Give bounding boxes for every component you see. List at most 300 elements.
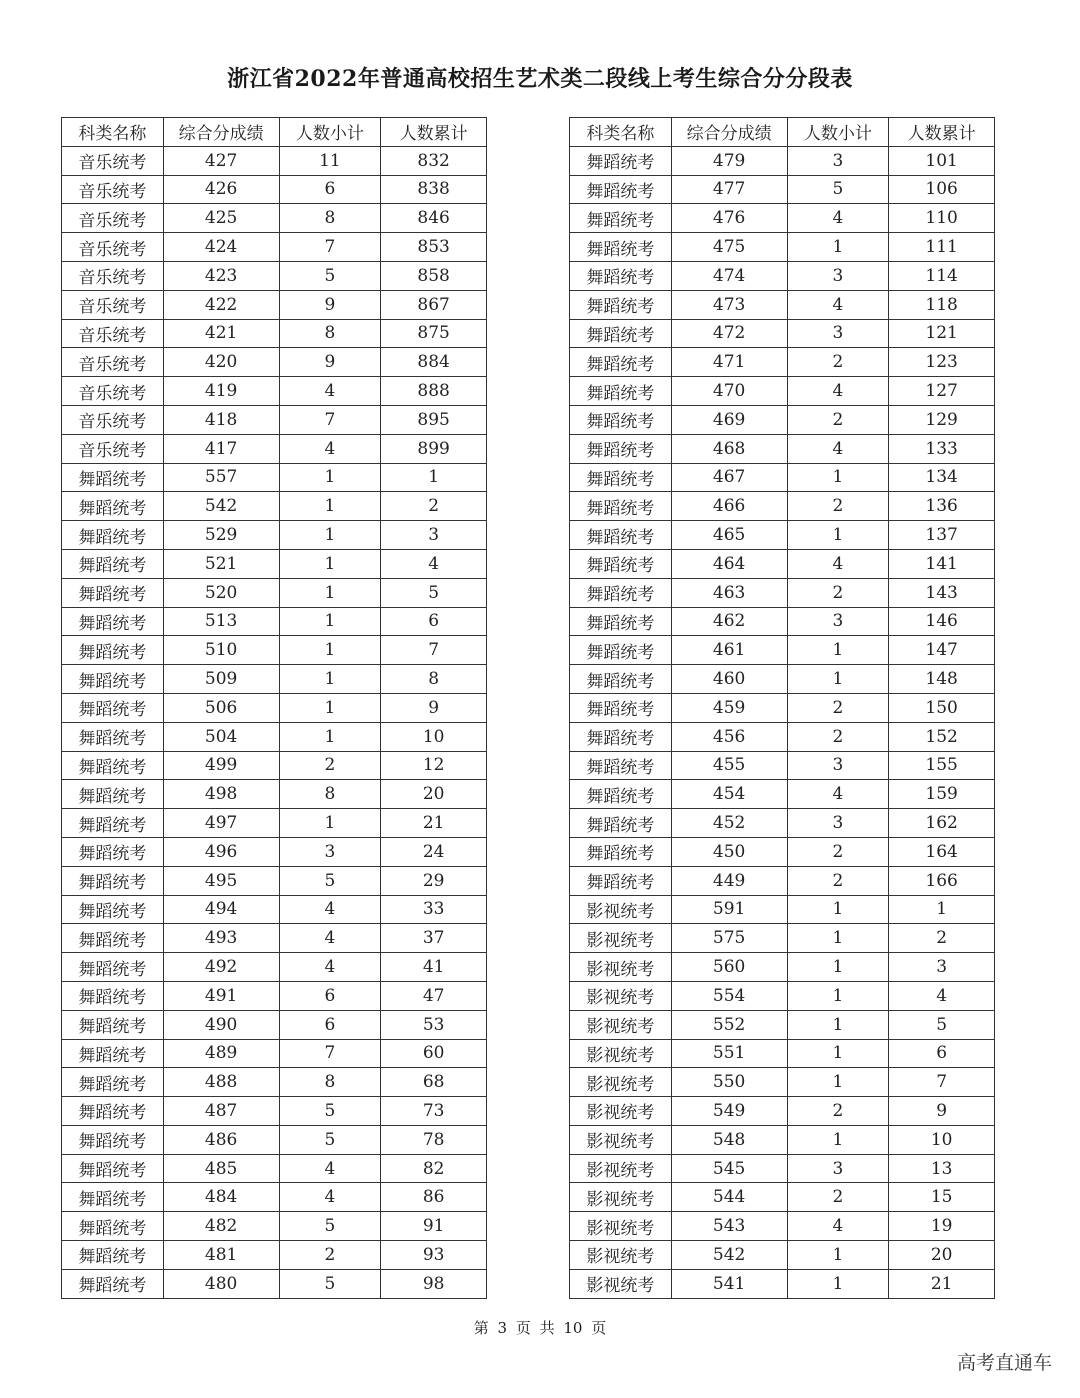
cell-cumulative: 888 bbox=[381, 377, 487, 406]
cell-count: 4 bbox=[787, 780, 889, 809]
cell-cumulative: 159 bbox=[889, 780, 995, 809]
cell-score: 551 bbox=[671, 1039, 787, 1068]
cell-category: 影视统考 bbox=[570, 1154, 672, 1183]
table-row bbox=[570, 549, 995, 578]
cell-category: 舞蹈统考 bbox=[62, 924, 164, 953]
cell-category: 舞蹈统考 bbox=[570, 521, 672, 550]
cell-cumulative: 24 bbox=[381, 837, 487, 866]
cell-category: 舞蹈统考 bbox=[570, 607, 672, 636]
cell-cumulative: 73 bbox=[381, 1097, 487, 1126]
table-row bbox=[62, 578, 487, 607]
cell-count: 9 bbox=[279, 290, 381, 319]
cell-category: 舞蹈统考 bbox=[570, 665, 672, 694]
cell-category: 舞蹈统考 bbox=[62, 607, 164, 636]
table-row bbox=[570, 290, 995, 319]
table-row bbox=[570, 1241, 995, 1270]
cell-count: 3 bbox=[279, 837, 381, 866]
cell-count: 1 bbox=[279, 607, 381, 636]
cell-score: 420 bbox=[163, 348, 279, 377]
table-row bbox=[62, 261, 487, 290]
table-row bbox=[570, 405, 995, 434]
cell-category: 音乐统考 bbox=[62, 261, 164, 290]
table-row bbox=[570, 1212, 995, 1241]
cell-cumulative: 1 bbox=[889, 895, 995, 924]
cell-cumulative: 10 bbox=[381, 722, 487, 751]
cell-cumulative: 152 bbox=[889, 722, 995, 751]
cell-score: 469 bbox=[671, 405, 787, 434]
table-row bbox=[62, 1097, 487, 1126]
document-title: 浙江省2022年普通高校招生艺术类二段线上考生综合分分段表 bbox=[227, 66, 853, 92]
cell-score: 475 bbox=[671, 233, 787, 262]
cell-count: 5 bbox=[279, 1269, 381, 1298]
cell-count: 7 bbox=[279, 233, 381, 262]
table-row bbox=[570, 636, 995, 665]
cell-category: 舞蹈统考 bbox=[570, 722, 672, 751]
table-row bbox=[62, 348, 487, 377]
header-count: 人数小计 bbox=[787, 118, 889, 147]
cell-category: 影视统考 bbox=[570, 895, 672, 924]
cell-score: 529 bbox=[163, 521, 279, 550]
cell-category: 舞蹈统考 bbox=[62, 780, 164, 809]
cell-score: 454 bbox=[671, 780, 787, 809]
table-row bbox=[62, 780, 487, 809]
cell-count: 2 bbox=[787, 578, 889, 607]
cell-category: 影视统考 bbox=[570, 1241, 672, 1270]
cell-score: 417 bbox=[163, 434, 279, 463]
cell-score: 486 bbox=[163, 1125, 279, 1154]
cell-cumulative: 9 bbox=[381, 693, 487, 722]
cell-category: 舞蹈统考 bbox=[62, 1212, 164, 1241]
table-row bbox=[570, 895, 995, 924]
cell-category: 舞蹈统考 bbox=[570, 549, 672, 578]
score-table-right bbox=[569, 117, 995, 1299]
cell-category: 影视统考 bbox=[570, 1212, 672, 1241]
cell-score: 470 bbox=[671, 377, 787, 406]
cell-count: 8 bbox=[279, 204, 381, 233]
cell-count: 1 bbox=[279, 578, 381, 607]
cell-count: 4 bbox=[279, 895, 381, 924]
cell-score: 463 bbox=[671, 578, 787, 607]
cell-category: 舞蹈统考 bbox=[62, 751, 164, 780]
cell-cumulative: 853 bbox=[381, 233, 487, 262]
cell-count: 4 bbox=[787, 1212, 889, 1241]
cell-cumulative: 91 bbox=[381, 1212, 487, 1241]
cell-category: 舞蹈统考 bbox=[62, 693, 164, 722]
cell-category: 影视统考 bbox=[570, 1068, 672, 1097]
cell-cumulative: 8 bbox=[381, 665, 487, 694]
cell-score: 490 bbox=[163, 1010, 279, 1039]
cell-cumulative: 148 bbox=[889, 665, 995, 694]
table-row bbox=[570, 1183, 995, 1212]
cell-score: 460 bbox=[671, 665, 787, 694]
cell-category: 舞蹈统考 bbox=[62, 1039, 164, 1068]
cell-count: 5 bbox=[787, 175, 889, 204]
cell-count: 1 bbox=[279, 809, 381, 838]
cell-category: 舞蹈统考 bbox=[570, 233, 672, 262]
cell-score: 543 bbox=[671, 1212, 787, 1241]
cell-count: 1 bbox=[787, 1269, 889, 1298]
table-row bbox=[62, 693, 487, 722]
table-row bbox=[62, 1183, 487, 1212]
cell-score: 424 bbox=[163, 233, 279, 262]
cell-cumulative: 136 bbox=[889, 492, 995, 521]
table-row bbox=[62, 1241, 487, 1270]
cell-count: 3 bbox=[787, 1154, 889, 1183]
watermark-text: 高考直通车 bbox=[956, 1352, 1052, 1374]
table-row bbox=[570, 492, 995, 521]
cell-cumulative: 53 bbox=[381, 1010, 487, 1039]
cell-count: 7 bbox=[279, 1039, 381, 1068]
cell-cumulative: 1 bbox=[381, 463, 487, 492]
cell-score: 504 bbox=[163, 722, 279, 751]
cell-count: 1 bbox=[279, 693, 381, 722]
cell-count: 1 bbox=[279, 463, 381, 492]
cell-category: 舞蹈统考 bbox=[570, 377, 672, 406]
cell-cumulative: 2 bbox=[889, 924, 995, 953]
table-row bbox=[62, 290, 487, 319]
cell-count: 1 bbox=[279, 521, 381, 550]
cell-category: 舞蹈统考 bbox=[570, 146, 672, 175]
cell-cumulative: 832 bbox=[381, 146, 487, 175]
table-row bbox=[62, 204, 487, 233]
cell-category: 音乐统考 bbox=[62, 434, 164, 463]
cell-score: 468 bbox=[671, 434, 787, 463]
cell-score: 472 bbox=[671, 319, 787, 348]
cell-count: 3 bbox=[787, 809, 889, 838]
cell-count: 11 bbox=[279, 146, 381, 175]
table-row bbox=[570, 348, 995, 377]
cell-score: 471 bbox=[671, 348, 787, 377]
cell-score: 482 bbox=[163, 1212, 279, 1241]
cell-score: 473 bbox=[671, 290, 787, 319]
cell-cumulative: 20 bbox=[381, 780, 487, 809]
cell-count: 2 bbox=[279, 751, 381, 780]
cell-score: 510 bbox=[163, 636, 279, 665]
cell-category: 音乐统考 bbox=[62, 204, 164, 233]
table-row bbox=[62, 1010, 487, 1039]
table-row bbox=[62, 722, 487, 751]
table-row bbox=[62, 1068, 487, 1097]
cell-category: 舞蹈统考 bbox=[62, 1125, 164, 1154]
cell-cumulative: 37 bbox=[381, 924, 487, 953]
table-row bbox=[570, 233, 995, 262]
cell-category: 影视统考 bbox=[570, 1097, 672, 1126]
cell-score: 560 bbox=[671, 953, 787, 982]
table-row bbox=[62, 1269, 487, 1298]
table-row bbox=[62, 233, 487, 262]
table-row bbox=[62, 319, 487, 348]
cell-cumulative: 3 bbox=[381, 521, 487, 550]
cell-count: 1 bbox=[787, 981, 889, 1010]
cell-category: 影视统考 bbox=[570, 1039, 672, 1068]
cell-score: 423 bbox=[163, 261, 279, 290]
table-row bbox=[570, 463, 995, 492]
cell-score: 487 bbox=[163, 1097, 279, 1126]
cell-score: 552 bbox=[671, 1010, 787, 1039]
header-category: 科类名称 bbox=[62, 118, 164, 147]
cell-cumulative: 101 bbox=[889, 146, 995, 175]
cell-score: 548 bbox=[671, 1125, 787, 1154]
cell-score: 591 bbox=[671, 895, 787, 924]
cell-category: 舞蹈统考 bbox=[570, 809, 672, 838]
cell-score: 491 bbox=[163, 981, 279, 1010]
cell-cumulative: 146 bbox=[889, 607, 995, 636]
table-row bbox=[62, 636, 487, 665]
cell-score: 427 bbox=[163, 146, 279, 175]
cell-cumulative: 68 bbox=[381, 1068, 487, 1097]
cell-category: 舞蹈统考 bbox=[62, 521, 164, 550]
cell-count: 3 bbox=[787, 261, 889, 290]
table-row bbox=[62, 924, 487, 953]
header-score: 综合分成绩 bbox=[163, 118, 279, 147]
cell-cumulative: 2 bbox=[381, 492, 487, 521]
cell-category: 影视统考 bbox=[570, 1125, 672, 1154]
cell-count: 4 bbox=[279, 953, 381, 982]
cell-category: 舞蹈统考 bbox=[62, 1241, 164, 1270]
cell-category: 影视统考 bbox=[570, 1010, 672, 1039]
table-row bbox=[570, 693, 995, 722]
cell-score: 425 bbox=[163, 204, 279, 233]
table-row bbox=[62, 607, 487, 636]
table-row bbox=[570, 809, 995, 838]
table-row bbox=[62, 549, 487, 578]
cell-cumulative: 147 bbox=[889, 636, 995, 665]
cell-score: 521 bbox=[163, 549, 279, 578]
cell-score: 465 bbox=[671, 521, 787, 550]
cell-score: 495 bbox=[163, 866, 279, 895]
cell-cumulative: 7 bbox=[381, 636, 487, 665]
cell-cumulative: 4 bbox=[381, 549, 487, 578]
cell-count: 2 bbox=[787, 1183, 889, 1212]
cell-count: 1 bbox=[279, 636, 381, 665]
table-row bbox=[62, 405, 487, 434]
cell-category: 舞蹈统考 bbox=[570, 348, 672, 377]
cell-category: 舞蹈统考 bbox=[570, 578, 672, 607]
cell-score: 488 bbox=[163, 1068, 279, 1097]
cell-count: 4 bbox=[279, 1183, 381, 1212]
cell-count: 4 bbox=[279, 1154, 381, 1183]
cell-cumulative: 21 bbox=[381, 809, 487, 838]
cell-category: 音乐统考 bbox=[62, 377, 164, 406]
cell-category: 舞蹈统考 bbox=[62, 1010, 164, 1039]
cell-count: 8 bbox=[279, 1068, 381, 1097]
table-row bbox=[62, 492, 487, 521]
cell-count: 2 bbox=[787, 693, 889, 722]
cell-score: 557 bbox=[163, 463, 279, 492]
table-row bbox=[570, 261, 995, 290]
cell-count: 7 bbox=[279, 405, 381, 434]
table-row bbox=[62, 665, 487, 694]
cell-count: 1 bbox=[787, 1125, 889, 1154]
header-score: 综合分成绩 bbox=[671, 118, 787, 147]
cell-score: 481 bbox=[163, 1241, 279, 1270]
cell-count: 2 bbox=[787, 837, 889, 866]
cell-cumulative: 867 bbox=[381, 290, 487, 319]
table-row bbox=[570, 175, 995, 204]
cell-category: 舞蹈统考 bbox=[570, 693, 672, 722]
cell-count: 4 bbox=[279, 924, 381, 953]
cell-count: 6 bbox=[279, 175, 381, 204]
cell-score: 550 bbox=[671, 1068, 787, 1097]
cell-cumulative: 86 bbox=[381, 1183, 487, 1212]
table-row bbox=[62, 751, 487, 780]
cell-count: 3 bbox=[787, 319, 889, 348]
cell-category: 影视统考 bbox=[570, 953, 672, 982]
table-row bbox=[570, 1039, 995, 1068]
cell-category: 音乐统考 bbox=[62, 175, 164, 204]
cell-count: 5 bbox=[279, 866, 381, 895]
cell-count: 6 bbox=[279, 981, 381, 1010]
table-row bbox=[570, 953, 995, 982]
cell-score: 476 bbox=[671, 204, 787, 233]
cell-count: 2 bbox=[787, 492, 889, 521]
cell-cumulative: 5 bbox=[889, 1010, 995, 1039]
cell-cumulative: 162 bbox=[889, 809, 995, 838]
cell-score: 450 bbox=[671, 837, 787, 866]
cell-category: 舞蹈统考 bbox=[570, 319, 672, 348]
table-row bbox=[570, 377, 995, 406]
cell-count: 2 bbox=[787, 866, 889, 895]
cell-count: 1 bbox=[787, 463, 889, 492]
cell-category: 影视统考 bbox=[570, 924, 672, 953]
cell-score: 452 bbox=[671, 809, 787, 838]
cell-score: 464 bbox=[671, 549, 787, 578]
cell-category: 舞蹈统考 bbox=[62, 895, 164, 924]
cell-count: 4 bbox=[279, 434, 381, 463]
cell-score: 426 bbox=[163, 175, 279, 204]
cell-score: 422 bbox=[163, 290, 279, 319]
header-cumulative: 人数累计 bbox=[381, 118, 487, 147]
table-row bbox=[570, 578, 995, 607]
cell-score: 455 bbox=[671, 751, 787, 780]
cell-category: 音乐统考 bbox=[62, 348, 164, 377]
table-row bbox=[570, 981, 995, 1010]
cell-count: 3 bbox=[787, 607, 889, 636]
cell-cumulative: 121 bbox=[889, 319, 995, 348]
table-row bbox=[62, 1154, 487, 1183]
cell-count: 1 bbox=[279, 665, 381, 694]
cell-score: 497 bbox=[163, 809, 279, 838]
page-footer: 第 3 页 共 10 页 bbox=[473, 1319, 607, 1337]
cell-count: 6 bbox=[279, 1010, 381, 1039]
cell-count: 1 bbox=[787, 521, 889, 550]
table-row bbox=[62, 377, 487, 406]
cell-score: 542 bbox=[163, 492, 279, 521]
table-row bbox=[570, 780, 995, 809]
cell-cumulative: 134 bbox=[889, 463, 995, 492]
cell-category: 舞蹈统考 bbox=[570, 866, 672, 895]
cell-category: 影视统考 bbox=[570, 1269, 672, 1298]
cell-score: 554 bbox=[671, 981, 787, 1010]
cell-cumulative: 875 bbox=[381, 319, 487, 348]
cell-cumulative: 20 bbox=[889, 1241, 995, 1270]
cell-category: 舞蹈统考 bbox=[570, 434, 672, 463]
table-row bbox=[62, 463, 487, 492]
cell-cumulative: 110 bbox=[889, 204, 995, 233]
cell-count: 5 bbox=[279, 261, 381, 290]
cell-cumulative: 106 bbox=[889, 175, 995, 204]
cell-score: 485 bbox=[163, 1154, 279, 1183]
cell-score: 499 bbox=[163, 751, 279, 780]
table-row bbox=[570, 924, 995, 953]
cell-cumulative: 47 bbox=[381, 981, 487, 1010]
cell-cumulative: 846 bbox=[381, 204, 487, 233]
cell-category: 舞蹈统考 bbox=[62, 1154, 164, 1183]
cell-category: 舞蹈统考 bbox=[62, 1097, 164, 1126]
cell-cumulative: 29 bbox=[381, 866, 487, 895]
cell-score: 421 bbox=[163, 319, 279, 348]
cell-cumulative: 127 bbox=[889, 377, 995, 406]
cell-category: 舞蹈统考 bbox=[62, 837, 164, 866]
cell-count: 2 bbox=[787, 722, 889, 751]
cell-score: 496 bbox=[163, 837, 279, 866]
cell-score: 477 bbox=[671, 175, 787, 204]
table-row bbox=[570, 866, 995, 895]
cell-count: 2 bbox=[787, 405, 889, 434]
header-count: 人数小计 bbox=[279, 118, 381, 147]
cell-count: 1 bbox=[279, 722, 381, 751]
table-row bbox=[62, 521, 487, 550]
header-row bbox=[62, 118, 487, 147]
cell-cumulative: 6 bbox=[889, 1039, 995, 1068]
cell-score: 484 bbox=[163, 1183, 279, 1212]
cell-cumulative: 141 bbox=[889, 549, 995, 578]
cell-category: 舞蹈统考 bbox=[570, 261, 672, 290]
cell-score: 545 bbox=[671, 1154, 787, 1183]
cell-cumulative: 899 bbox=[381, 434, 487, 463]
table-row bbox=[570, 1068, 995, 1097]
cell-category: 舞蹈统考 bbox=[62, 981, 164, 1010]
cell-cumulative: 166 bbox=[889, 866, 995, 895]
cell-cumulative: 4 bbox=[889, 981, 995, 1010]
cell-cumulative: 5 bbox=[381, 578, 487, 607]
table-row bbox=[570, 1154, 995, 1183]
cell-score: 474 bbox=[671, 261, 787, 290]
cell-count: 1 bbox=[787, 1010, 889, 1039]
cell-cumulative: 13 bbox=[889, 1154, 995, 1183]
table-row bbox=[62, 953, 487, 982]
cell-count: 1 bbox=[787, 233, 889, 262]
cell-score: 549 bbox=[671, 1097, 787, 1126]
cell-category: 舞蹈统考 bbox=[62, 636, 164, 665]
cell-cumulative: 150 bbox=[889, 693, 995, 722]
cell-category: 舞蹈统考 bbox=[62, 809, 164, 838]
cell-category: 音乐统考 bbox=[62, 146, 164, 175]
table-row bbox=[62, 1125, 487, 1154]
cell-score: 498 bbox=[163, 780, 279, 809]
cell-category: 舞蹈统考 bbox=[62, 492, 164, 521]
cell-cumulative: 884 bbox=[381, 348, 487, 377]
cell-count: 1 bbox=[787, 1039, 889, 1068]
table-row bbox=[570, 1269, 995, 1298]
cell-category: 舞蹈统考 bbox=[570, 780, 672, 809]
table-row bbox=[570, 837, 995, 866]
cell-count: 1 bbox=[787, 665, 889, 694]
cell-count: 2 bbox=[787, 1097, 889, 1126]
table-row bbox=[62, 1039, 487, 1068]
table-row bbox=[62, 175, 487, 204]
cell-cumulative: 137 bbox=[889, 521, 995, 550]
cell-cumulative: 3 bbox=[889, 953, 995, 982]
cell-category: 舞蹈统考 bbox=[62, 1269, 164, 1298]
cell-category: 舞蹈统考 bbox=[570, 492, 672, 521]
cell-cumulative: 9 bbox=[889, 1097, 995, 1126]
cell-category: 舞蹈统考 bbox=[570, 204, 672, 233]
cell-cumulative: 123 bbox=[889, 348, 995, 377]
cell-category: 舞蹈统考 bbox=[62, 549, 164, 578]
cell-category: 舞蹈统考 bbox=[62, 722, 164, 751]
table-row bbox=[570, 204, 995, 233]
